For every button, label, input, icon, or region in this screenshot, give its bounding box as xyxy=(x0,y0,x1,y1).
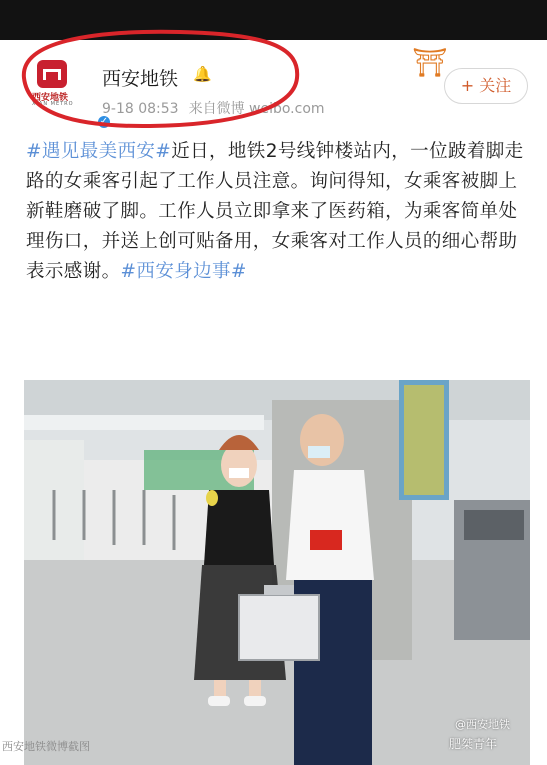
hashtag-end[interactable]: #西安身边事# xyxy=(120,261,247,282)
post-timestamp: 9-18 08:53 xyxy=(102,101,179,117)
post-meta xyxy=(102,98,325,118)
status-bar xyxy=(0,0,547,40)
avatar[interactable] xyxy=(30,58,109,127)
screenshot-caption: 西安地铁微博截图 xyxy=(2,740,90,753)
post-body: 近日，地铁2号线钟楼站内，一位跛着脚走路的女乘客引起了工作人员注意。询问得知，女乘客被脚上新鞋磨破了脚。工作人员立即拿来了医药箱，为乘客简单处理伤口，并送上创可贴备用，女乘客对工作人员的细心帮助表示感谢。 xyxy=(26,141,524,282)
post-source[interactable]: 来自微博 weibo.com xyxy=(188,101,325,117)
post-text xyxy=(26,137,526,287)
watermark-right: 肥桀青年 xyxy=(449,737,498,751)
subway-photo xyxy=(24,380,530,765)
member-bell-icon: 🔔 xyxy=(193,65,212,83)
decoration-icon: ⛩ xyxy=(412,46,448,79)
post-photo[interactable] xyxy=(24,380,530,765)
avatar-logo-text: 西安地铁 xyxy=(32,93,69,103)
hashtag-start[interactable]: #遇见最美西安# xyxy=(26,141,172,162)
account-name[interactable]: 西安地铁 xyxy=(102,68,179,90)
follow-button[interactable]: + 关注 xyxy=(444,68,528,104)
verified-badge-icon: ✓ xyxy=(96,114,112,130)
metro-logo-icon xyxy=(37,60,67,88)
watermark-handle: @西安地铁 xyxy=(455,718,510,731)
avatar-logo-sub: XIAN METRO xyxy=(32,101,74,107)
